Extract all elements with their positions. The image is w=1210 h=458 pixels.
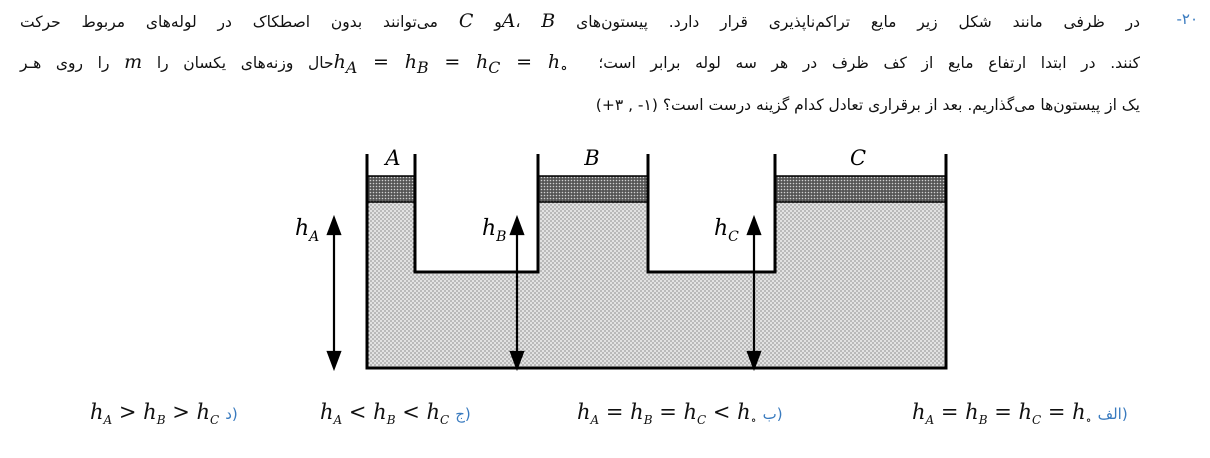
container-figure — [270, 140, 970, 380]
option-jim[interactable] — [320, 400, 471, 427]
liquid — [367, 202, 946, 368]
piston-b — [538, 176, 648, 202]
option-jim-label: ج) — [455, 405, 471, 423]
option-alef[interactable] — [912, 400, 1128, 427]
option-dal-expr: $h_A > h_B > h_C$ — [90, 400, 220, 428]
q-text-2c: را روی هـر — [20, 54, 110, 72]
piston-label-a: A — [385, 146, 401, 170]
option-be-label: ب) — [762, 405, 783, 423]
q-text-2b: حال وزنه‌های یکسان را — [156, 54, 334, 72]
piston-label-b: B — [584, 146, 600, 170]
option-jim-expr: $h_A < h_B < h_C$ — [320, 400, 450, 428]
q-text-1c: می‌توانند بدون اصطکاک در لوله‌های مربوط حرکت — [20, 13, 438, 31]
option-be-expr: $h_A = h_B = h_C < h_\circ$ — [577, 400, 757, 428]
question-line-3: یک از پیستون‌ها می‌گذاریم. بعد از برقراری تعادل کدام گزینه درست است؟ (۱- , ۳+) — [595, 96, 1140, 114]
question-line-1: در ظرفی مانند شکل زیر مایع تراکم‌ناپذیری قرار دارد. پیستون‌های A، Bو C می‌توانند بدون اصطکاک در لوله‌های مربوط حرکت — [20, 10, 1140, 32]
piston-label-c: C — [849, 146, 867, 170]
height-label-c: $h_C$ — [714, 216, 739, 245]
q-text-1a: در ظرفی مانند شکل زیر مایع تراکم‌ناپذیری قرار دارد. پیستون‌های — [576, 13, 1140, 31]
q-text-1b: و — [494, 13, 502, 31]
option-alef-expr: $h_A = h_B = h_C = h_\circ$ — [912, 400, 1092, 428]
sym-B: B — [541, 10, 556, 32]
option-dal-label: د) — [225, 405, 238, 423]
option-be[interactable] — [577, 400, 783, 427]
piston-c — [775, 176, 946, 202]
piston-a — [367, 176, 415, 202]
height-label-a: $h_A$ — [295, 216, 320, 245]
option-dal[interactable] — [90, 400, 238, 427]
sym-m: m — [124, 51, 143, 73]
question-line-2 — [20, 51, 1140, 77]
initial-height-equation: $h_A = h_B = h_C = h_\circ$ — [333, 51, 568, 77]
q-text-2a: کنند. در ابتدا ارتفاع مایع از کف ظرف در هر سه لوله برابر است؛ — [598, 54, 1141, 72]
sym-A: A — [501, 10, 516, 32]
question-number: -۲۰ — [1176, 10, 1198, 28]
height-label-b: $h_B$ — [482, 216, 507, 245]
sym-C: C — [458, 10, 474, 32]
option-alef-label: الف) — [1097, 405, 1128, 423]
